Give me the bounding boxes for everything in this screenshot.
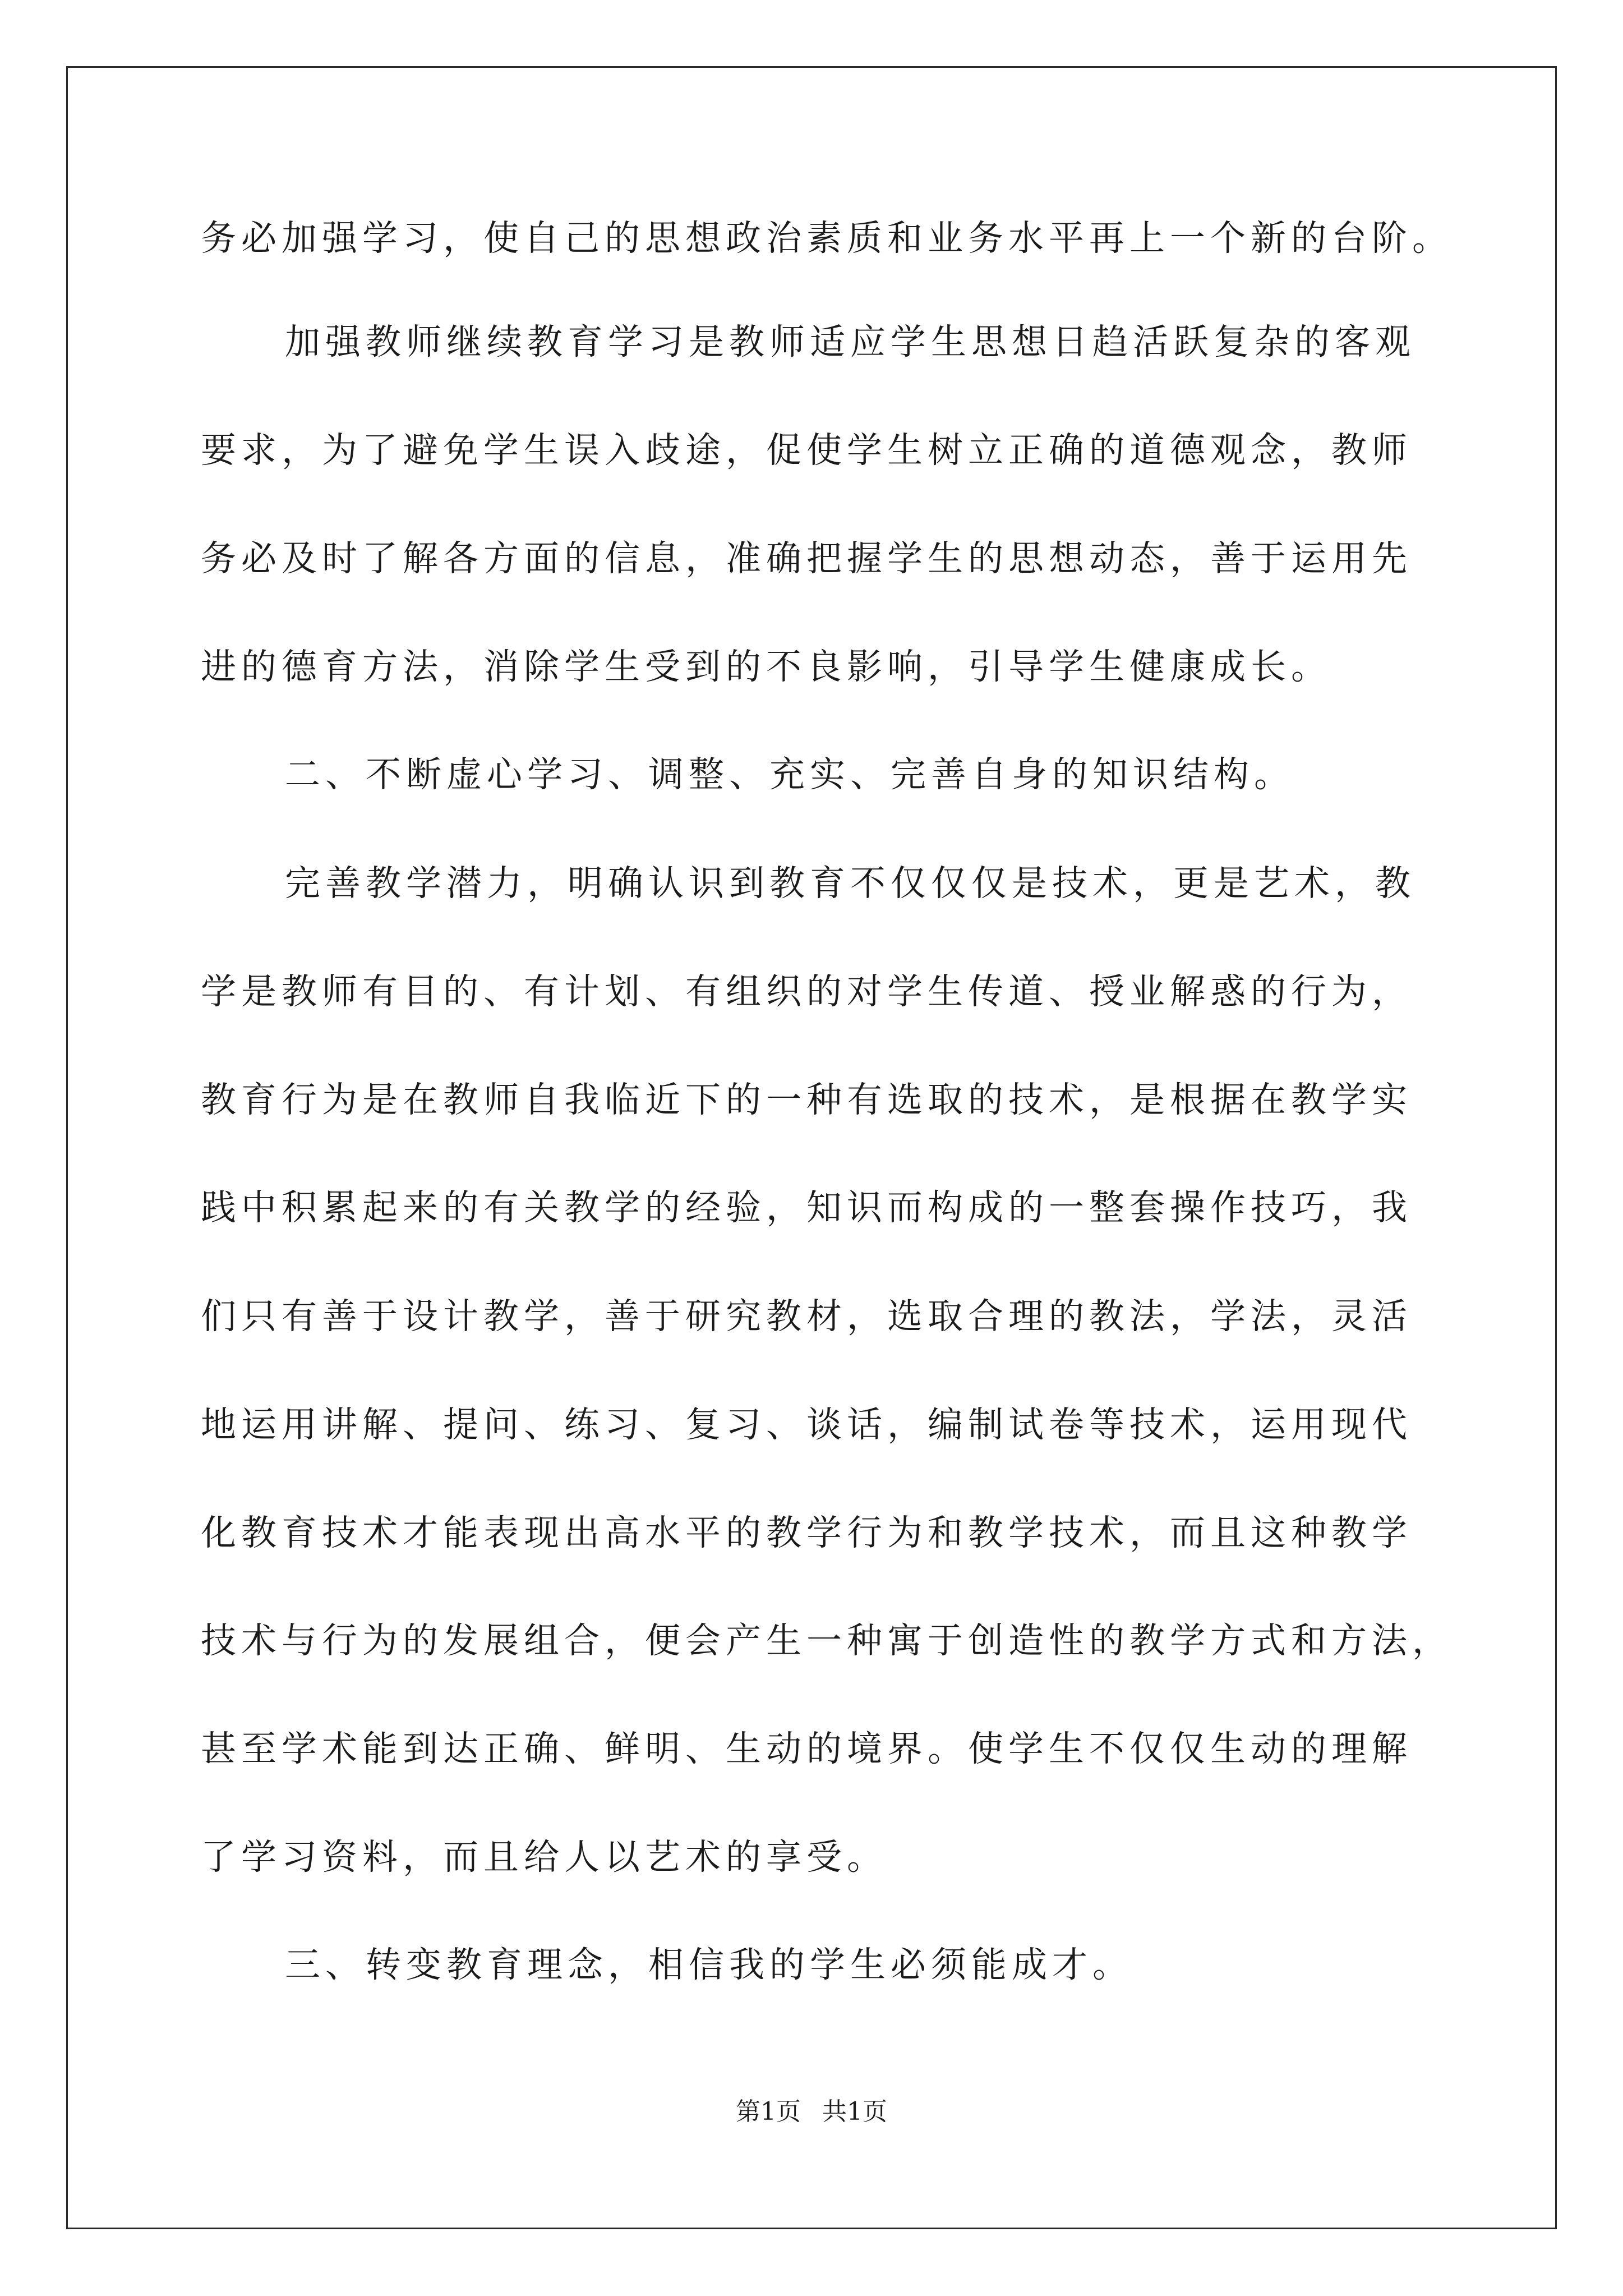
text-line: 践中积累起来的有关教学的经验，知识而构成的一整套操作技巧，我 bbox=[201, 1187, 1412, 1228]
text-line: 技术与行为的发展组合，便会产生一种寓于创造性的教学方式和方法， bbox=[201, 1620, 1453, 1661]
text-line: 要求，为了避免学生误入歧途，促使学生树立正确的道德观念，教师 bbox=[201, 430, 1412, 471]
text-line: 甚至学术能到达正确、鲜明、生动的境界。使学生不仅仅生动的理解 bbox=[201, 1728, 1412, 1769]
section-heading: 二、不断虚心学习、调整、充实、完善自身的知识结构。 bbox=[285, 754, 1294, 795]
text-line: 教育行为是在教师自我临近下的一种有选取的技术，是根据在教学实 bbox=[201, 1079, 1412, 1120]
paragraph-first-line: 完善教学潜力，明确认识到教育不仅仅仅是技术，更是艺术，教 bbox=[285, 863, 1415, 904]
page-border bbox=[66, 66, 1557, 2229]
section-heading: 三、转变教育理念，相信我的学生必须能成才。 bbox=[285, 1944, 1133, 1985]
page-total: 共1页 bbox=[822, 2097, 887, 2126]
text-line: 地运用讲解、提问、练习、复习、谈话，编制试卷等技术，运用现代 bbox=[201, 1404, 1412, 1445]
page-number: 第1页 bbox=[736, 2097, 801, 2126]
text-line: 们只有善于设计教学，善于研究教材，选取合理的教法，学法，灵活 bbox=[201, 1296, 1412, 1337]
text-line: 务必及时了解各方面的信息，准确把握学生的思想动态，善于运用先 bbox=[201, 538, 1412, 579]
paragraph-first-line: 加强教师继续教育学习是教师适应学生思想日趋活跃复杂的客观 bbox=[285, 321, 1415, 362]
page-footer bbox=[0, 2091, 1623, 2127]
text-line: 进的德育方法，消除学生受到的不良影响，引导学生健康成长。 bbox=[201, 646, 1331, 687]
text-line: 化教育技术才能表现出高水平的教学行为和教学技术，而且这种教学 bbox=[201, 1512, 1412, 1553]
text-line: 务必加强学习，使自己的思想政治素质和业务水平再上一个新的台阶。 bbox=[201, 218, 1453, 259]
text-line: 学是教师有目的、有计划、有组织的对学生传道、授业解惑的行为， bbox=[201, 971, 1412, 1012]
text-line: 了学习资料，而且给人以艺术的享受。 bbox=[201, 1837, 887, 1878]
